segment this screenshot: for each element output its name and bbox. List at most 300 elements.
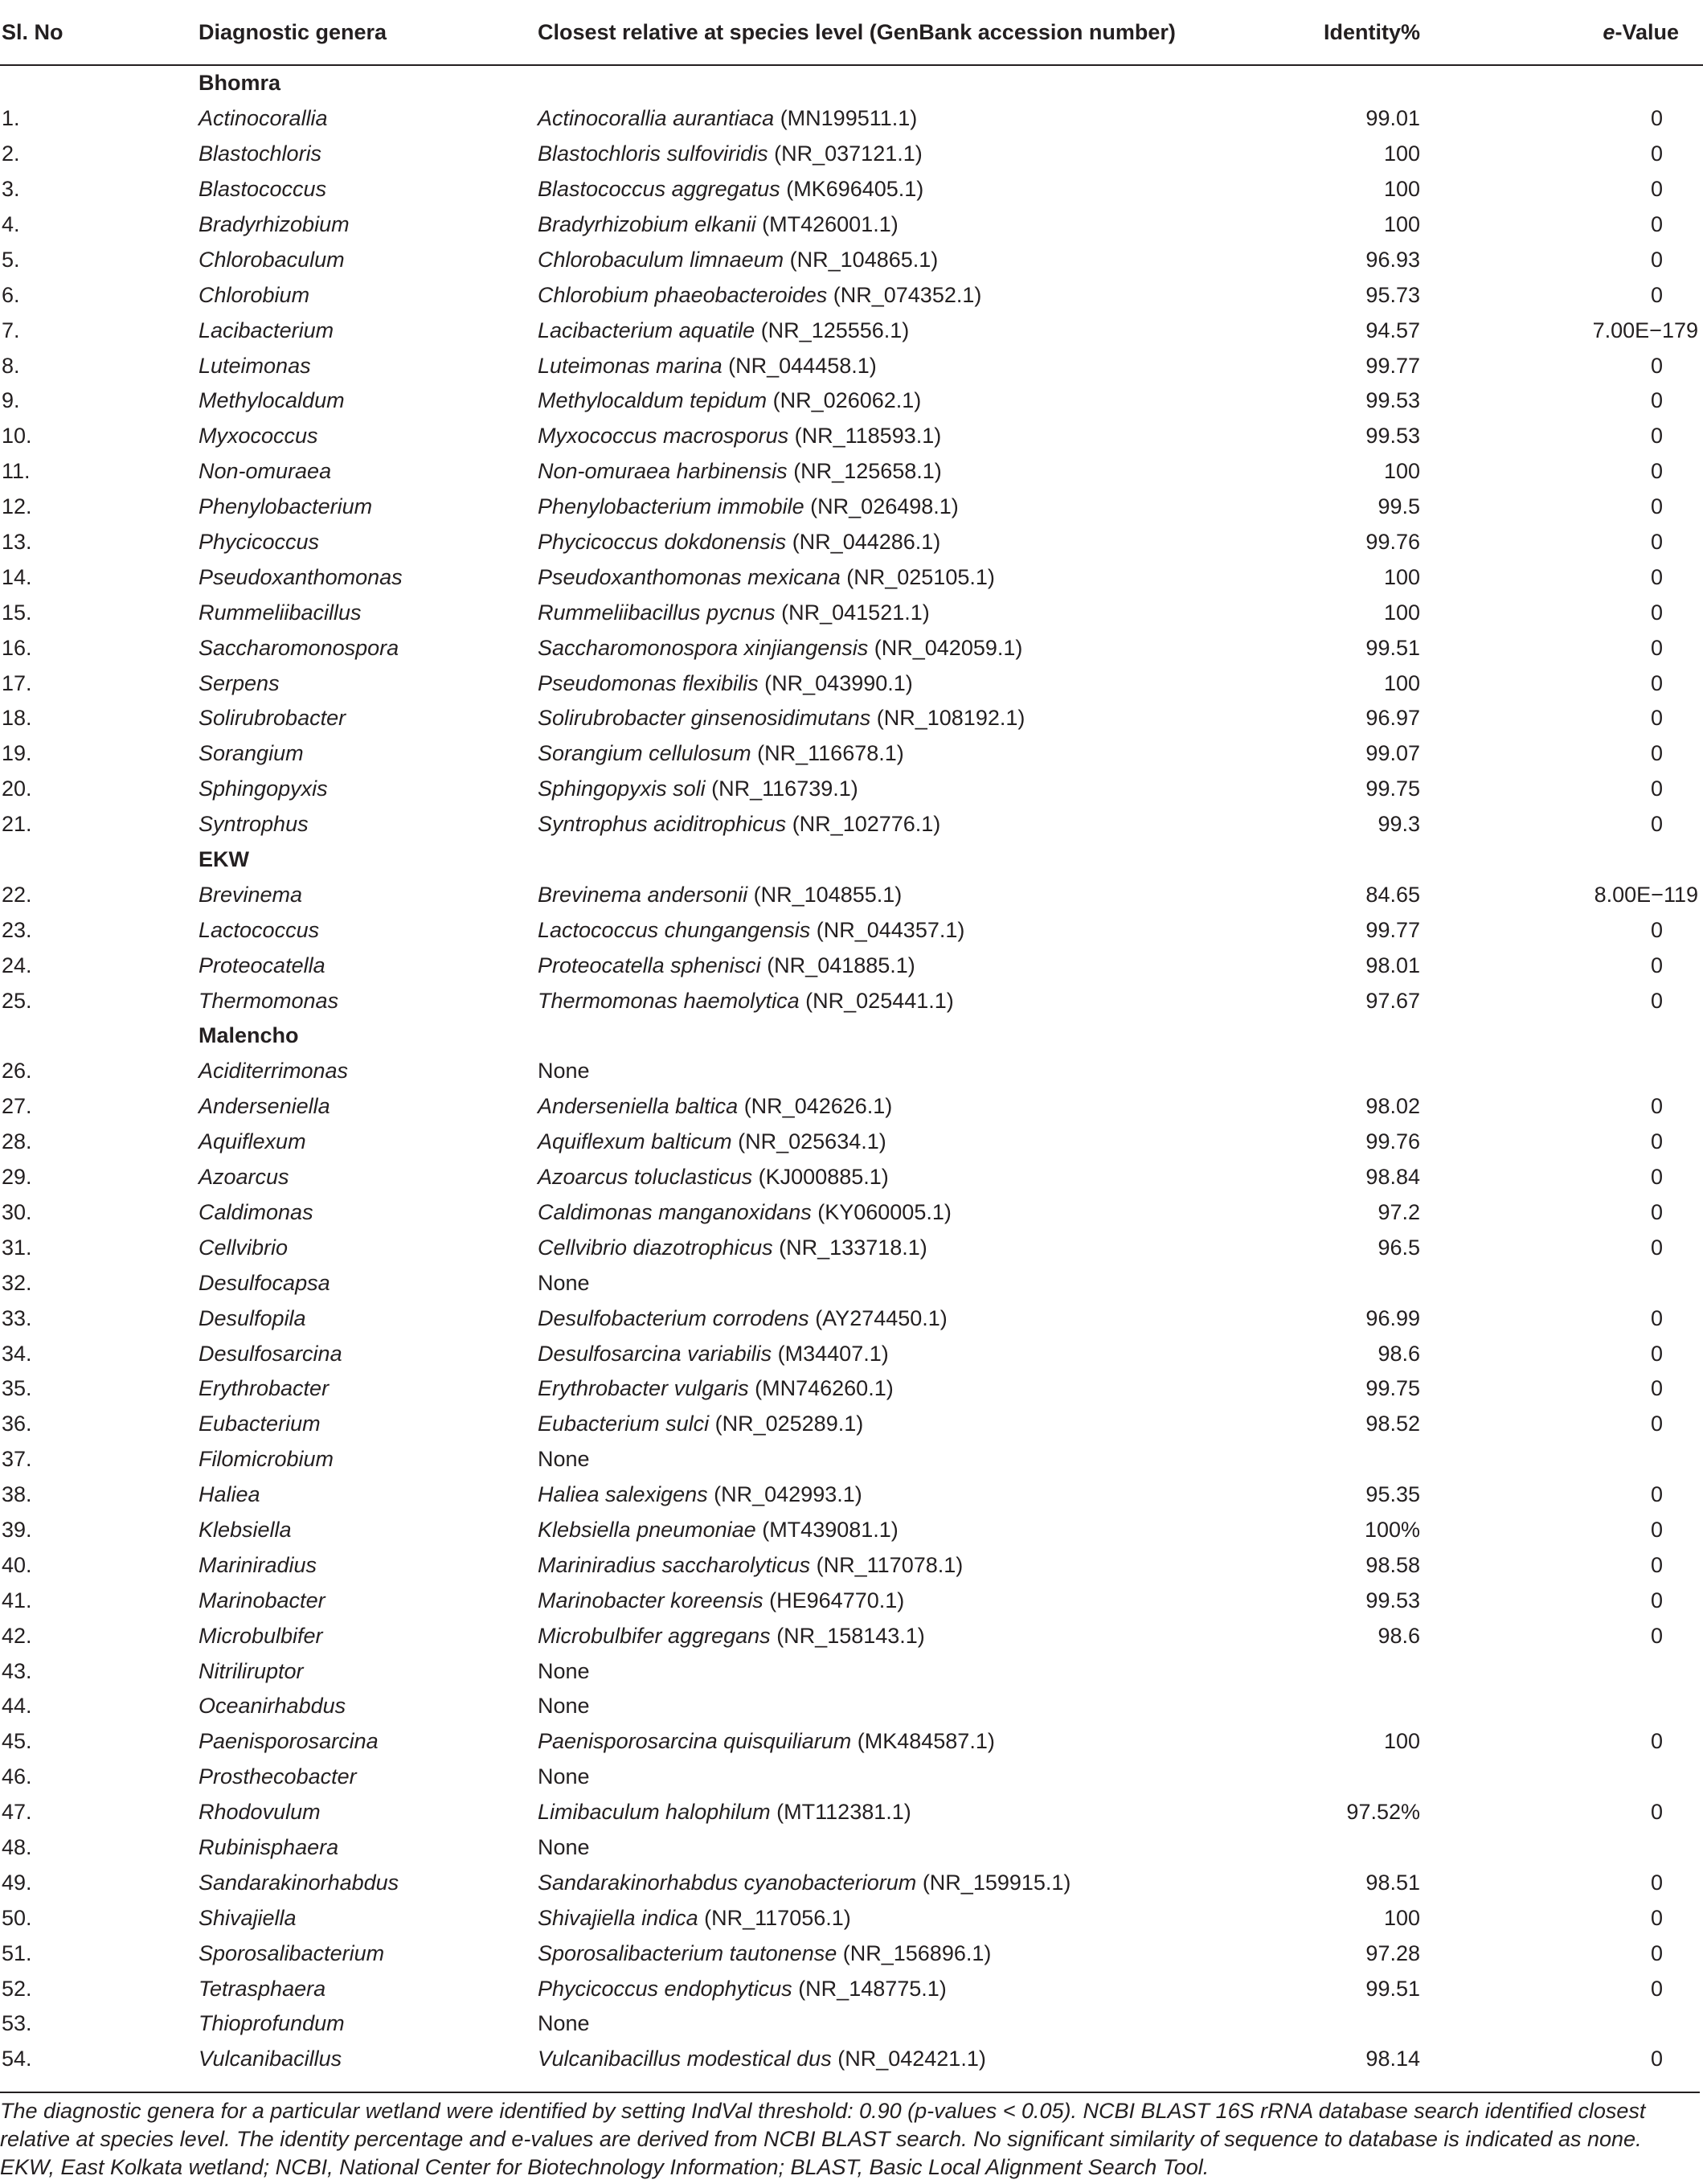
table-body: [0, 65, 1703, 2077]
table-row: [0, 525, 1703, 560]
genus-cell: [197, 1160, 536, 1195]
table-row: [0, 1760, 1703, 1795]
table-row: [0, 137, 1703, 172]
closest-relative-cell: [536, 1195, 1259, 1231]
e-value-cell: 0: [1650, 564, 1663, 589]
table-row: [0, 1547, 1703, 1583]
genus-name: Haliea: [199, 1482, 260, 1507]
group-row: [0, 65, 1703, 101]
closest-relative-cell: [536, 1653, 1259, 1689]
accession-number: (NR_125658.1): [793, 459, 942, 484]
sl-no-cell: 39.: [2, 1517, 32, 1542]
genus-cell: [197, 1724, 536, 1760]
accession-number: (MT426001.1): [762, 212, 899, 236]
e-value-cell: 0: [1650, 1905, 1663, 1930]
genus-name: Microbulbifer: [199, 1623, 323, 1648]
genus-cell: [197, 983, 536, 1018]
identity-cell: 97.28: [1365, 1940, 1420, 1965]
species-name: Anderseniella baltica: [538, 1094, 739, 1119]
species-name: Sandarakinorhabdus cyanobacteriorum: [538, 1870, 917, 1895]
closest-relative-cell: [536, 419, 1259, 454]
genus-cell: [197, 1936, 536, 1971]
closest-relative-cell: [536, 242, 1259, 277]
species-name: Vulcanibacillus modestical dus: [538, 2047, 832, 2071]
header-e-value: [1500, 0, 1703, 65]
accession-number: (NR_025105.1): [846, 564, 995, 589]
identity-cell: 99.76: [1365, 1129, 1420, 1154]
sl-no-cell: 2.: [2, 141, 20, 166]
species-name: Eubacterium sulci: [538, 1412, 710, 1436]
e-value-cell: 0: [1650, 635, 1663, 660]
closest-relative-cell: [536, 595, 1259, 630]
accession-number: (NR_104855.1): [753, 882, 903, 907]
e-value-cell: [1500, 1442, 1703, 1477]
genus-name: Solirubrobacter: [199, 706, 346, 731]
identity-cell: 95.35: [1365, 1482, 1420, 1507]
species-none: None: [538, 1834, 590, 1859]
species-name: Haliea salexigens: [538, 1482, 708, 1507]
table-row: [0, 1724, 1703, 1760]
table-row: [0, 242, 1703, 277]
species-name: Chlorobium phaeobacteroides: [538, 282, 828, 307]
accession-number: (NR_116739.1): [711, 776, 858, 801]
table-row: [0, 983, 1703, 1018]
sl-no-cell: 35.: [2, 1376, 32, 1401]
table-row: [0, 1054, 1703, 1089]
sl-no-cell: 44.: [2, 1694, 32, 1719]
identity-cell: [1259, 1265, 1500, 1301]
header-e-value-rest: -Value: [1615, 19, 1679, 44]
species-name: Chlorobaculum limnaeum: [538, 247, 784, 272]
sl-no-cell: 52.: [2, 1976, 32, 2001]
sl-no-cell: 46.: [2, 1764, 32, 1789]
e-value-cell: 0: [1650, 776, 1663, 801]
closest-relative-cell: [536, 1407, 1259, 1442]
genus-cell: [197, 1971, 536, 2006]
identity-cell: 84.65: [1365, 882, 1420, 907]
genus-cell: [197, 1054, 536, 1089]
sl-no-cell: 6.: [2, 282, 20, 307]
sl-no-cell: 14.: [2, 564, 32, 589]
species-none: None: [538, 2011, 590, 2036]
table-row: [0, 1089, 1703, 1125]
genus-name: Mariniradius: [199, 1552, 317, 1577]
genus-cell: [197, 1900, 536, 1936]
sl-no-cell: 26.: [2, 1059, 32, 1084]
species-name: Blastococcus aggregatus: [538, 177, 780, 202]
genus-name: Sandarakinorhabdus: [199, 1870, 399, 1895]
identity-cell: 98.6: [1378, 1623, 1420, 1648]
e-value-cell: 0: [1650, 459, 1663, 484]
genus-name: Rummeliibacillus: [199, 600, 362, 625]
e-value-cell: 0: [1650, 1199, 1663, 1224]
e-value-cell: 0: [1650, 953, 1663, 977]
genus-cell: [197, 101, 536, 137]
identity-cell: 98.6: [1378, 1341, 1420, 1366]
accession-number: (AY274450.1): [815, 1305, 948, 1330]
species-none: None: [538, 1447, 590, 1472]
closest-relative-cell: [536, 1618, 1259, 1653]
e-value-cell: 0: [1650, 706, 1663, 731]
sl-no-cell: 22.: [2, 882, 32, 907]
sl-no-cell: 29.: [2, 1165, 32, 1190]
group-name: EKW: [199, 847, 249, 872]
e-value-cell: [1500, 2006, 1703, 2042]
e-value-cell: 0: [1650, 177, 1663, 202]
genus-name: Bradyrhizobium: [199, 212, 350, 236]
species-name: Rummeliibacillus pycnus: [538, 600, 776, 625]
genus-name: Desulfopila: [199, 1305, 306, 1330]
species-name: Actinocorallia aurantiaca: [538, 106, 775, 131]
genus-name: Rubinisphaera: [199, 1834, 339, 1859]
genus-cell: [197, 1760, 536, 1795]
e-value-cell: 0: [1650, 282, 1663, 307]
identity-cell: 99.76: [1365, 530, 1420, 555]
identity-cell: 98.52: [1365, 1412, 1420, 1436]
closest-relative-cell: [536, 912, 1259, 948]
genus-name: Non-omuraea: [199, 459, 332, 484]
identity-cell: 100: [1383, 459, 1420, 484]
e-value-cell: 0: [1650, 1976, 1663, 2001]
species-name: Solirubrobacter ginsenosidimutans: [538, 706, 871, 731]
e-value-cell: 0: [1650, 1341, 1663, 1366]
accession-number: (NR_156896.1): [842, 1940, 992, 1965]
identity-cell: 98.14: [1365, 2047, 1420, 2071]
table-row: [0, 1195, 1703, 1231]
e-value-cell: 0: [1650, 1376, 1663, 1401]
closest-relative-cell: [536, 1442, 1259, 1477]
closest-relative-cell: [536, 1477, 1259, 1513]
species-name: Shivajiella indica: [538, 1905, 698, 1930]
sl-no-cell: 24.: [2, 953, 32, 977]
sl-no-cell: 33.: [2, 1305, 32, 1330]
e-value-cell: 0: [1650, 247, 1663, 272]
closest-relative-cell: [536, 1724, 1259, 1760]
table-row: [0, 348, 1703, 383]
identity-cell: 100: [1383, 1905, 1420, 1930]
closest-relative-cell: [536, 1125, 1259, 1160]
genus-cell: [197, 419, 536, 454]
identity-cell: 99.51: [1365, 1976, 1420, 2001]
genus-name: Syntrophus: [199, 812, 309, 837]
table-row: [0, 630, 1703, 666]
genus-name: Prosthecobacter: [199, 1764, 357, 1789]
identity-cell: 98.84: [1365, 1165, 1420, 1190]
identity-cell: 98.58: [1365, 1552, 1420, 1577]
genus-cell: [197, 1689, 536, 1724]
genus-cell: [197, 666, 536, 701]
species-name: Phycicoccus endophyticus: [538, 1976, 792, 2001]
closest-relative-cell: [536, 383, 1259, 419]
genus-cell: [197, 877, 536, 912]
genus-name: Marinobacter: [199, 1588, 325, 1612]
table-row: [0, 207, 1703, 243]
species-name: Syntrophus aciditrophicus: [538, 812, 787, 837]
identity-cell: 98.01: [1365, 953, 1420, 977]
genus-cell: [197, 383, 536, 419]
species-name: Sporosalibacterium tautonense: [538, 1940, 837, 1965]
sl-no-cell: 47.: [2, 1800, 32, 1825]
identity-cell: 99.53: [1365, 1588, 1420, 1612]
genus-cell: [197, 1513, 536, 1548]
species-name: Paenisporosarcina quisquiliarum: [538, 1729, 852, 1754]
sl-no-cell: 36.: [2, 1412, 32, 1436]
genus-name: Chlorobaculum: [199, 247, 345, 272]
accession-number: (NR_125556.1): [760, 318, 910, 342]
genus-cell: [197, 525, 536, 560]
e-value-cell: 0: [1650, 1235, 1663, 1260]
e-value-cell: [1500, 1054, 1703, 1089]
sl-no-cell: 9.: [2, 388, 20, 413]
table-row: [0, 948, 1703, 983]
accession-number: (NR_026498.1): [810, 494, 959, 519]
genus-name: Shivajiella: [199, 1905, 297, 1930]
identity-cell: 94.57: [1365, 318, 1420, 342]
closest-relative-cell: [536, 1795, 1259, 1830]
identity-cell: 100: [1383, 564, 1420, 589]
e-value-cell: 0: [1650, 1094, 1663, 1119]
closest-relative-cell: [536, 1513, 1259, 1548]
e-value-cell: [1500, 1653, 1703, 1689]
accession-number: (NR_108192.1): [876, 706, 1025, 731]
table-row: [0, 1936, 1703, 1971]
accession-number: (HE964770.1): [769, 1588, 905, 1612]
genus-name: Methylocaldum: [199, 388, 345, 413]
genus-cell: [197, 242, 536, 277]
genus-cell: [197, 1125, 536, 1160]
identity-cell: 99.77: [1365, 353, 1420, 378]
table-row: [0, 559, 1703, 595]
identity-cell: 97.52%: [1346, 1800, 1420, 1825]
genus-name: Aquiflexum: [199, 1129, 306, 1154]
e-value-cell: [1500, 1760, 1703, 1795]
accession-number: (MK484587.1): [857, 1729, 995, 1754]
genus-cell: [197, 1795, 536, 1830]
species-name: Cellvibrio diazotrophicus: [538, 1235, 773, 1260]
table-row: [0, 595, 1703, 630]
accession-number: (NR_118593.1): [794, 424, 942, 449]
table-row: [0, 1477, 1703, 1513]
table-row: [0, 1653, 1703, 1689]
genus-cell: [197, 1547, 536, 1583]
sl-no-cell: 17.: [2, 670, 32, 695]
closest-relative-cell: [536, 807, 1259, 842]
genus-cell: [197, 912, 536, 948]
e-value-cell: 0: [1650, 106, 1663, 131]
group-name: Bhomra: [199, 71, 281, 96]
e-value-cell: 0: [1650, 141, 1663, 166]
sl-no-cell: 37.: [2, 1447, 32, 1472]
identity-cell: 99.07: [1365, 741, 1420, 766]
species-name: Caldimonas manganoxidans: [538, 1199, 812, 1224]
genus-cell: [197, 948, 536, 983]
genus-cell: [197, 2042, 536, 2077]
accession-number: (MN199511.1): [780, 106, 918, 131]
genus-name: Oceanirhabdus: [199, 1694, 346, 1719]
closest-relative-cell: [536, 348, 1259, 383]
genus-cell: [197, 559, 536, 595]
closest-relative-cell: [536, 101, 1259, 137]
header-closest-relative: Closest relative at species level (GenBank accession number): [536, 0, 1259, 65]
accession-number: (NR_042059.1): [874, 635, 1023, 660]
header-sl-no: Sl. No: [0, 0, 197, 65]
species-name: Limibaculum halophilum: [538, 1800, 771, 1825]
e-value-cell: 0: [1650, 1412, 1663, 1436]
genus-name: Nitriliruptor: [199, 1658, 304, 1683]
table-row: [0, 1513, 1703, 1548]
identity-cell: 96.93: [1365, 247, 1420, 272]
accession-number: (NR_025634.1): [738, 1129, 886, 1154]
identity-cell: 100: [1383, 141, 1420, 166]
e-value-cell: 0: [1650, 1552, 1663, 1577]
accession-number: (NR_044357.1): [816, 917, 965, 942]
genus-cell: [197, 1865, 536, 1900]
header-identity: Identity%: [1259, 0, 1500, 65]
accession-number: (NR_043990.1): [764, 670, 913, 695]
table-row: [0, 877, 1703, 912]
identity-cell: 96.5: [1378, 1235, 1420, 1260]
genus-name: Tetrasphaera: [199, 1976, 326, 2001]
species-name: Luteimonas marina: [538, 353, 723, 378]
accession-number: (KY060005.1): [817, 1199, 952, 1224]
sl-no-cell: 40.: [2, 1552, 32, 1577]
genus-cell: [197, 701, 536, 736]
identity-cell: 99.75: [1365, 776, 1420, 801]
table-footnote: The diagnostic genera for a particular wetland were identified by setting IndVal threshold: 0.90 (p-values < 0.05). NCBI BLAST 16S rRNA database search identified closest relative at species level. The identity percentage and e-values are derived from NCBI BLAST search. No significant similarity of sequence to database is indicated as none. EKW, East Kolkata wetland; NCBI, National Center for Biotechnology Information; BLAST, Basic Local Alignment Search Tool.: [0, 2092, 1700, 2182]
e-value-cell: 0: [1650, 1623, 1663, 1648]
e-value-cell: 0: [1650, 353, 1663, 378]
accession-number: (NR_102776.1): [792, 812, 941, 837]
e-value-cell: 0: [1650, 424, 1663, 449]
table-row: [0, 736, 1703, 772]
closest-relative-cell: [536, 630, 1259, 666]
group-spacer: [0, 842, 197, 878]
table-row: [0, 1371, 1703, 1407]
genus-cell: [197, 1265, 536, 1301]
table-row: [0, 701, 1703, 736]
sl-no-cell: 34.: [2, 1341, 32, 1366]
sl-no-cell: 54.: [2, 2047, 32, 2071]
closest-relative-cell: [536, 137, 1259, 172]
genus-cell: [197, 1477, 536, 1513]
closest-relative-cell: [536, 1830, 1259, 1866]
identity-cell: [1259, 2006, 1500, 2042]
identity-cell: 100%: [1364, 1517, 1420, 1542]
genus-name: Saccharomonospora: [199, 635, 399, 660]
table-row: [0, 1160, 1703, 1195]
genus-name: Phenylobacterium: [199, 494, 373, 519]
identity-cell: 99.77: [1365, 917, 1420, 942]
species-name: Non-omuraea harbinensis: [538, 459, 788, 484]
genus-cell: [197, 1442, 536, 1477]
table-row: [0, 419, 1703, 454]
species-none: None: [538, 1694, 590, 1719]
sl-no-cell: 49.: [2, 1870, 32, 1895]
sl-no-cell: 11.: [2, 459, 31, 484]
genus-cell: [197, 137, 536, 172]
table-row: [0, 454, 1703, 490]
closest-relative-cell: [536, 277, 1259, 313]
closest-relative-cell: [536, 313, 1259, 348]
identity-cell: 99.53: [1365, 424, 1420, 449]
e-value-cell: [1500, 1265, 1703, 1301]
species-none: None: [538, 1270, 590, 1295]
e-value-cell: 0: [1650, 494, 1663, 519]
closest-relative-cell: [536, 1089, 1259, 1125]
closest-relative-cell: [536, 1371, 1259, 1407]
closest-relative-cell: [536, 1900, 1259, 1936]
identity-cell: 99.3: [1378, 812, 1420, 837]
closest-relative-cell: [536, 207, 1259, 243]
sl-no-cell: 25.: [2, 988, 32, 1013]
closest-relative-cell: [536, 454, 1259, 490]
genus-cell: [197, 490, 536, 525]
sl-no-cell: 19.: [2, 741, 32, 766]
sl-no-cell: 41.: [2, 1588, 32, 1612]
e-value-cell: 0: [1650, 1940, 1663, 1965]
genus-name: Brevinema: [199, 882, 303, 907]
group-row: [0, 842, 1703, 878]
e-value-cell: 0: [1650, 1800, 1663, 1825]
e-value-cell: 7.00E−179: [1592, 318, 1698, 342]
species-name: Brevinema andersonii: [538, 882, 748, 907]
species-name: Thermomonas haemolytica: [538, 988, 800, 1013]
genus-cell: [197, 1653, 536, 1689]
genus-name: Vulcanibacillus: [199, 2047, 342, 2071]
table-row: [0, 807, 1703, 842]
sl-no-cell: 20.: [2, 776, 32, 801]
genus-name: Sporosalibacterium: [199, 1940, 385, 1965]
genus-name: Blastochloris: [199, 141, 322, 166]
e-value-cell: 0: [1650, 388, 1663, 413]
accession-number: (M34407.1): [777, 1341, 889, 1366]
closest-relative-cell: [536, 2042, 1259, 2077]
genus-cell: [197, 1301, 536, 1336]
closest-relative-cell: [536, 736, 1259, 772]
table-row: [0, 1795, 1703, 1830]
identity-cell: 99.51: [1365, 635, 1420, 660]
sl-no-cell: 18.: [2, 706, 32, 731]
closest-relative-cell: [536, 1336, 1259, 1371]
genus-cell: [197, 807, 536, 842]
closest-relative-cell: [536, 1160, 1259, 1195]
e-value-cell: 0: [1650, 1870, 1663, 1895]
sl-no-cell: 45.: [2, 1729, 32, 1754]
genus-name: Lactococcus: [199, 917, 320, 942]
closest-relative-cell: [536, 1760, 1259, 1795]
e-value-cell: 0: [1650, 1729, 1663, 1754]
closest-relative-cell: [536, 701, 1259, 736]
group-spacer: [0, 1018, 197, 1054]
e-value-cell: 8.00E−119: [1594, 882, 1698, 907]
accession-number: (NR_025289.1): [714, 1412, 864, 1436]
table-row: [0, 1583, 1703, 1618]
identity-cell: 100: [1383, 670, 1420, 695]
genus-cell: [197, 1336, 536, 1371]
table-row: [0, 490, 1703, 525]
identity-cell: 96.97: [1365, 706, 1420, 731]
genus-name: Pseudoxanthomonas: [199, 564, 403, 589]
genus-name: Caldimonas: [199, 1199, 313, 1224]
genus-name: Desulfosarcina: [199, 1341, 342, 1366]
table-row: [0, 1971, 1703, 2006]
genus-name: Lacibacterium: [199, 318, 334, 342]
genus-name: Thermomonas: [199, 988, 339, 1013]
sl-no-cell: 50.: [2, 1905, 32, 1930]
accession-number: (NR_159915.1): [922, 1870, 1071, 1895]
table-row: [0, 1900, 1703, 1936]
accession-number: (MT112381.1): [776, 1800, 911, 1825]
